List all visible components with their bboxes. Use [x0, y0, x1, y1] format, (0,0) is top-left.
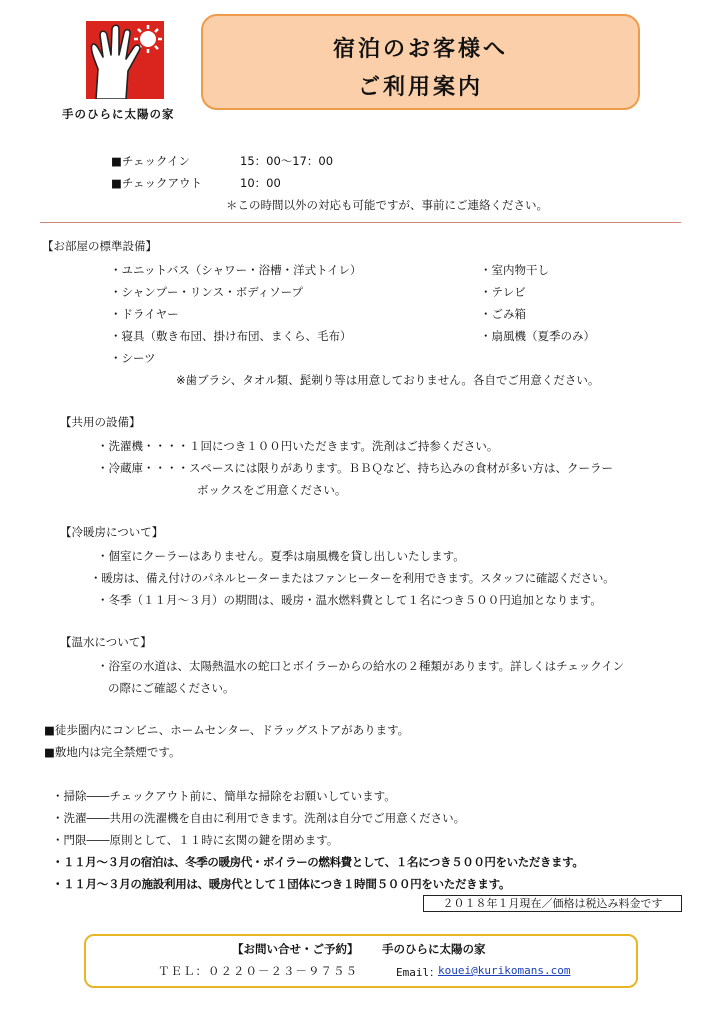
price-note: ２０１８年１月現在／価格は税込み料金です [423, 895, 682, 912]
hand-sun-icon [86, 21, 164, 99]
rule-line: ・洗濯――共用の洗濯機を自由に利用できます。洗剤は自分でご用意ください。 [52, 811, 466, 825]
room-item-right: ・扇風機（夏季のみ） [480, 329, 595, 343]
notice-line: ■徒歩圏内にコンビニ、ホームセンター、ドラッグストアがあります。 [44, 723, 410, 737]
email-link[interactable]: kouei@kurikomans.com [438, 964, 571, 977]
shared-line: ・冷蔵庫・・・・スペースには限りがあります。ＢＢＱなど、持ち込みの食材が多い方は、クーラー [97, 461, 613, 475]
room-item: ・シーツ [110, 351, 156, 365]
title-banner [201, 14, 640, 110]
room-item: ・寝具（敷き布団、掛け布団、まくら、毛布） [110, 329, 352, 343]
hotwater-line: の際にご確認ください。 [108, 681, 235, 695]
aircon-heading: 【冷暖房について】 [60, 525, 164, 539]
rule-line: ・門限――原則として、１１時に玄関の鍵を閉めます。 [52, 833, 339, 847]
aircon-line: ・個室にクーラーはありません。夏季は扇風機を貸し出しいたします。 [97, 549, 465, 563]
room-note: ※歯ブラシ、タオル類、髭剃り等は用意しておりません。各自でご用意ください。 [176, 373, 600, 387]
shared-line: ・洗濯機・・・・１回につき１００円いただきます。洗剤はご持参ください。 [97, 439, 499, 453]
rule-line: ・１１月～３月の宿泊は、冬季の暖房代・ボイラーの燃料費として、１名につき５００円をいただきます。 [52, 855, 584, 869]
checkin-note: ＊この時間以外の対応も可能ですが、事前にご連絡ください。 [226, 198, 548, 212]
org-name: 手のひらに太陽の家 [382, 942, 486, 956]
shared-line: ボックスをご用意ください。 [197, 483, 347, 497]
room-item-right: ・ごみ箱 [480, 307, 526, 321]
room-item: ・ドライヤー [110, 307, 179, 321]
contact-box [84, 934, 638, 988]
hotwater-line: ・浴室の水道は、太陽熱温水の蛇口とボイラーからの給水の２種類があります。詳しくはチェックイン [97, 659, 625, 673]
room-item-right: ・室内物干し [480, 263, 549, 277]
notice-line: ■敷地内は完全禁煙です。 [44, 745, 181, 759]
hotwater-heading: 【温水について】 [60, 635, 152, 649]
logo-caption: 手のひらに太陽の家 [62, 107, 175, 121]
email-label: Email： [396, 966, 441, 979]
room-item: ・シャンプー・リンス・ボディソープ [110, 285, 304, 299]
contact-tel: ＴＥＬ：０２２０－２３－９７５５ [158, 964, 358, 978]
room-item: ・ユニットバス（シャワー・浴槽・洋式トイレ） [110, 263, 362, 277]
rule-line: ・１１月～３月の施設利用は、暖房代として１団体につき１時間５００円をいただきます。 [52, 877, 511, 891]
page-title-line1: 宿泊のお客様へ [332, 37, 508, 62]
page-title-line2: ご利用案内 [357, 75, 483, 100]
divider [40, 222, 681, 223]
logo-hand-sun [86, 21, 164, 99]
rule-line: ・掃除――チェックアウト前に、簡単な掃除をお願いしています。 [52, 789, 396, 803]
aircon-line: ・冬季（１１月～３月）の期間は、暖房・温水燃料費として１名につき５００円追加となります。 [97, 593, 602, 607]
contact-label: 【お問い合せ・ご予約】 [232, 942, 359, 956]
shared-heading: 【共用の設備】 [60, 415, 141, 429]
checkin-time: 15：00～17：00 [240, 154, 334, 168]
room-item-right: ・テレビ [480, 285, 526, 299]
room-heading: 【お部屋の標準設備】 [42, 239, 157, 253]
checkout-time: 10：00 [240, 176, 281, 190]
aircon-line: ・暖房は、備え付けのパネルヒーターまたはファンヒーターを利用できます。スタッフに確認ください。 [90, 571, 615, 585]
checkin-label: ■チェックイン [111, 154, 190, 168]
checkout-label: ■チェックアウト [111, 176, 203, 190]
